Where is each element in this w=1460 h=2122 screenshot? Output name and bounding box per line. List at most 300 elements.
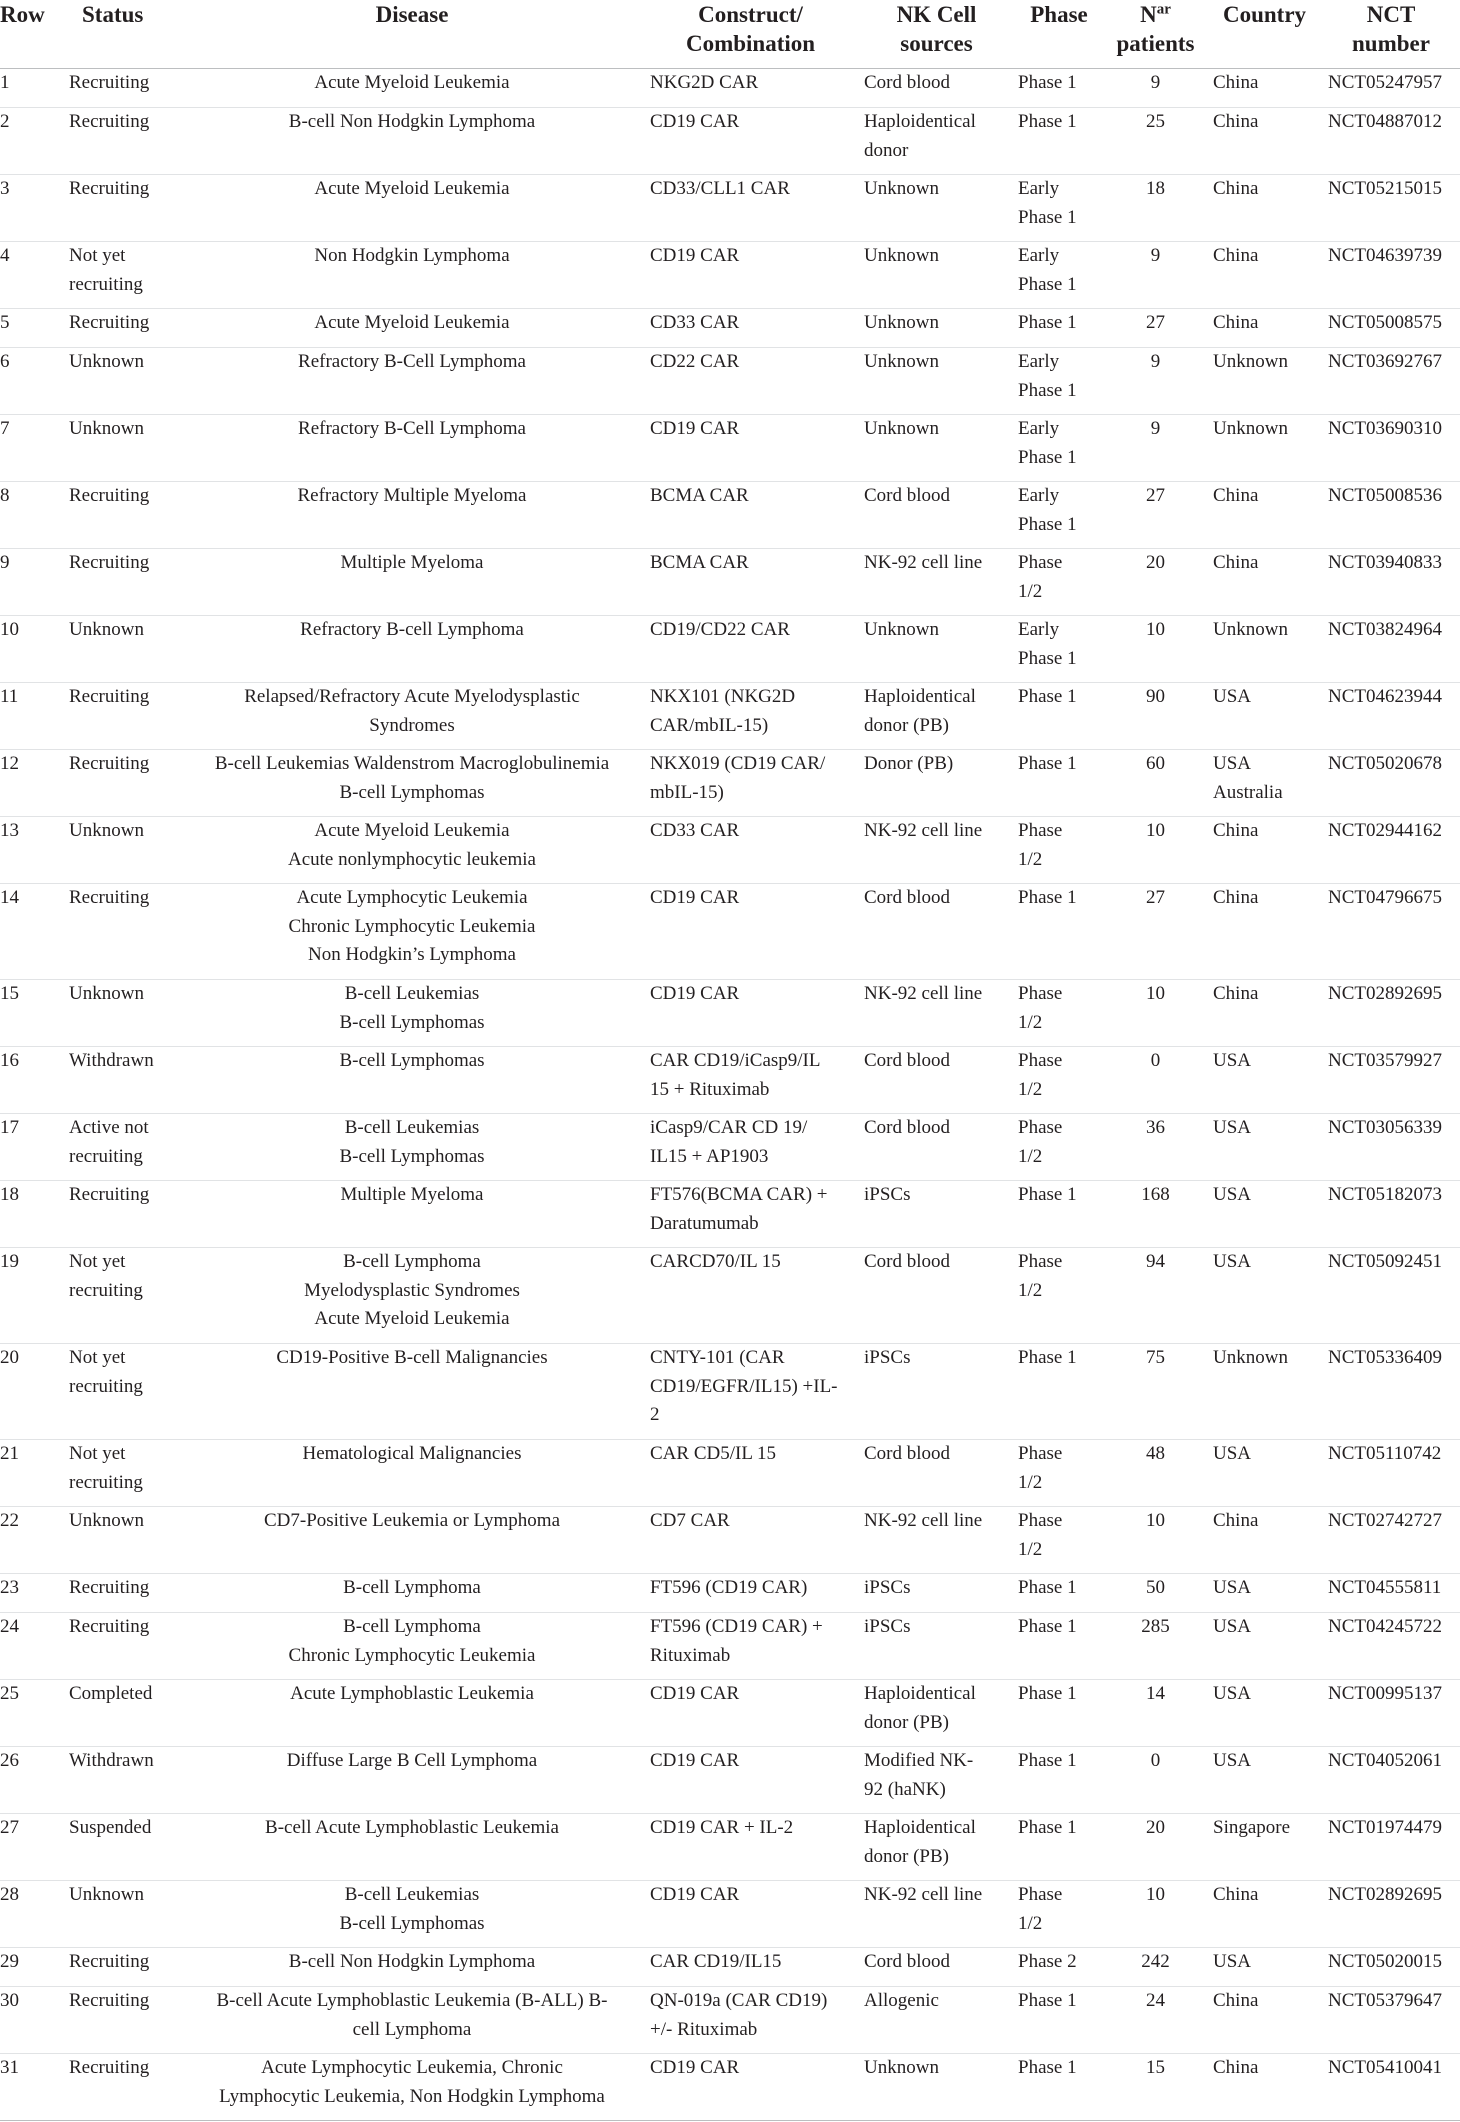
disease-cell: B-cell Acute Lymphoblastic Leukemia (B-ALL) B- cell Lymphoma <box>216 1990 608 2040</box>
nk-cell-source-cell: Cord blood <box>864 1251 951 1272</box>
nct-number-cell: NCT05336409 <box>1328 1347 1442 1368</box>
status-cell: Not yet recruiting <box>69 1347 143 1397</box>
phase-cell: Early Phase 1 <box>1018 619 1077 669</box>
row-number-cell: 26 <box>0 1750 19 1771</box>
row-number-cell: 19 <box>0 1251 19 1272</box>
header-nct-number: NCT number <box>1352 2 1430 56</box>
table-row <box>0 1344 1460 1440</box>
table-row <box>0 616 1460 683</box>
patients-count-cell: 18 <box>1146 178 1165 199</box>
country-cell: USA <box>1213 1951 1252 1972</box>
construct-cell: CD19/CD22 CAR <box>650 619 790 640</box>
construct-cell: CD19 CAR <box>650 245 740 266</box>
construct-cell: CD33 CAR <box>650 312 740 333</box>
country-cell: China <box>1213 245 1259 266</box>
patients-count-cell: 48 <box>1146 1443 1165 1464</box>
header-row-number: Row <box>0 2 45 27</box>
nct-number-cell: NCT05020015 <box>1328 1951 1442 1972</box>
nct-number-cell: NCT02892695 <box>1328 1884 1442 1905</box>
construct-cell: CD19 CAR <box>650 111 740 132</box>
patients-count-cell: 242 <box>1141 1951 1170 1972</box>
row-number-cell: 10 <box>0 619 19 640</box>
patients-count-cell: 60 <box>1146 753 1165 774</box>
construct-cell: CD33 CAR <box>650 820 740 841</box>
row-number-cell: 8 <box>0 485 10 506</box>
row-number-cell: 16 <box>0 1050 19 1071</box>
status-cell: Unknown <box>69 820 144 841</box>
status-cell: Withdrawn <box>69 1750 154 1771</box>
disease-cell: CD7-Positive Leukemia or Lymphoma <box>263 1510 561 1531</box>
status-cell: Recruiting <box>69 111 150 132</box>
nk-cell-source-cell: Unknown <box>864 418 939 439</box>
construct-cell: NKX101 (NKG2D CAR/mbIL-15) <box>650 686 796 736</box>
country-cell: USA <box>1213 1750 1252 1771</box>
row-number-cell: 18 <box>0 1184 19 1205</box>
nct-number-cell: NCT02944162 <box>1328 820 1442 841</box>
country-cell: USA <box>1213 1117 1252 1138</box>
phase-cell: Phase 1 <box>1018 2057 1077 2078</box>
disease-cell: Relapsed/Refractory Acute Myelodysplastic Syndromes <box>244 686 580 736</box>
nct-number-cell: NCT05020678 <box>1328 753 1442 774</box>
table-row <box>0 1814 1460 1881</box>
row-number-cell: 24 <box>0 1616 19 1637</box>
nct-number-cell: NCT03056339 <box>1328 1117 1442 1138</box>
phase-cell: Early Phase 1 <box>1018 351 1077 401</box>
phase-cell: Phase 1 <box>1018 1817 1077 1838</box>
table-row <box>0 750 1460 817</box>
construct-cell: CAR CD19/IL15 <box>650 1951 782 1972</box>
patients-count-cell: 168 <box>1141 1184 1170 1205</box>
country-cell: USA <box>1213 1616 1252 1637</box>
patients-count-cell: 0 <box>1150 1050 1161 1071</box>
phase-cell: Phase 2 <box>1018 1951 1077 1972</box>
disease-cell: Acute Myeloid Leukemia <box>314 178 510 199</box>
status-cell: Suspended <box>69 1817 152 1838</box>
table-row <box>0 1507 1460 1574</box>
table-row <box>0 108 1460 175</box>
nk-cell-source-cell: Haploidentical donor (PB) <box>864 686 976 736</box>
row-number-cell: 6 <box>0 351 10 372</box>
patients-count-cell: 15 <box>1146 2057 1165 2078</box>
construct-cell: CD19 CAR <box>650 1750 740 1771</box>
phase-cell: Phase 1 <box>1018 1184 1077 1205</box>
row-number-cell: 17 <box>0 1117 19 1138</box>
construct-cell: CD19 CAR <box>650 1884 740 1905</box>
row-number-cell: 9 <box>0 552 10 573</box>
phase-cell: Early Phase 1 <box>1018 418 1077 468</box>
status-cell: Unknown <box>69 619 144 640</box>
nct-number-cell: NCT04555811 <box>1328 1577 1442 1598</box>
status-cell: Recruiting <box>69 686 150 707</box>
nct-number-cell: NCT05410041 <box>1328 2057 1442 2078</box>
disease-cell: Acute Lymphocytic Leukemia, Chronic Lymphocytic Leukemia, Non Hodgkin Lymphoma <box>219 2057 605 2107</box>
patients-count-cell: 10 <box>1146 619 1165 640</box>
disease-cell: Refractory B-Cell Lymphoma <box>298 351 526 372</box>
phase-cell: Phase 1/2 <box>1018 1050 1063 1100</box>
header-phase: Phase <box>1030 2 1088 27</box>
header-n-patients <box>1104 0 1207 69</box>
status-cell: Unknown <box>69 351 144 372</box>
table-row <box>0 1881 1460 1948</box>
header-n-superscript: ar <box>1156 1 1171 18</box>
patients-count-cell: 9 <box>1150 351 1161 372</box>
table-row <box>0 683 1460 750</box>
table-row <box>0 1440 1460 1507</box>
phase-cell: Phase 1 <box>1018 753 1077 774</box>
table-row <box>0 1613 1460 1680</box>
nk-cell-source-cell: iPSCs <box>864 1184 911 1205</box>
patients-count-cell: 14 <box>1146 1683 1165 1704</box>
country-cell: China <box>1213 983 1259 1004</box>
disease-cell: Refractory B-Cell Lymphoma <box>298 418 526 439</box>
table-row <box>0 1948 1460 1987</box>
status-cell: Active not recruiting <box>69 1117 149 1167</box>
table-row <box>0 980 1460 1047</box>
patients-count-cell: 75 <box>1146 1347 1165 1368</box>
table-row <box>0 1680 1460 1747</box>
construct-cell: FT576(BCMA CAR) + Daratumumab <box>650 1184 828 1234</box>
status-cell: Recruiting <box>69 552 150 573</box>
nct-number-cell: NCT04887012 <box>1328 111 1442 132</box>
header-n-patients-label: patients <box>1116 31 1195 56</box>
disease-cell: B-cell Leukemias Waldenstrom Macroglobulinemia B-cell Lymphomas <box>214 753 610 803</box>
nct-number-cell: NCT02892695 <box>1328 983 1442 1004</box>
patients-count-cell: 9 <box>1150 72 1161 93</box>
nk-cell-source-cell: iPSCs <box>864 1577 911 1598</box>
row-number-cell: 14 <box>0 887 19 908</box>
disease-cell: B-cell Lymphoma Myelodysplastic Syndromes Acute Myeloid Leukemia <box>304 1251 520 1329</box>
patients-count-cell: 10 <box>1146 820 1165 841</box>
nct-number-cell: NCT04052061 <box>1328 1750 1442 1771</box>
disease-cell: Acute Lymphoblastic Leukemia <box>290 1683 534 1704</box>
construct-cell: CAR CD5/IL 15 <box>650 1443 776 1464</box>
phase-cell: Phase 1/2 <box>1018 1251 1063 1301</box>
nk-cell-source-cell: Haploidentical donor (PB) <box>864 1817 976 1867</box>
phase-cell: Phase 1 <box>1018 111 1077 132</box>
phase-cell: Phase 1/2 <box>1018 983 1063 1033</box>
phase-cell: Phase 1 <box>1018 1990 1077 2011</box>
table-row <box>0 415 1460 482</box>
country-cell: USA <box>1213 1443 1252 1464</box>
patients-count-cell: 25 <box>1146 111 1165 132</box>
status-cell: Unknown <box>69 1884 144 1905</box>
disease-cell: Multiple Myeloma <box>340 1184 484 1205</box>
construct-cell: NKX019 (CD19 CAR/ mbIL-15) <box>650 753 826 803</box>
patients-count-cell: 10 <box>1146 983 1165 1004</box>
header-nk-cell-sources: NK Cell sources <box>896 2 977 56</box>
row-number-cell: 22 <box>0 1510 19 1531</box>
patients-count-cell: 24 <box>1146 1990 1165 2011</box>
construct-cell: CD19 CAR <box>650 983 740 1004</box>
country-cell: Unknown <box>1213 619 1288 640</box>
country-cell: USA <box>1213 1050 1252 1071</box>
nct-number-cell: NCT03940833 <box>1328 552 1442 573</box>
country-cell: USA <box>1213 1251 1252 1272</box>
status-cell: Unknown <box>69 983 144 1004</box>
country-cell: Singapore <box>1213 1817 1291 1838</box>
nk-cell-source-cell: Unknown <box>864 245 939 266</box>
status-cell: Unknown <box>69 1510 144 1531</box>
nct-number-cell: NCT05379647 <box>1328 1990 1442 2011</box>
status-cell: Recruiting <box>69 178 150 199</box>
nk-cell-source-cell: NK-92 cell line <box>864 1510 983 1531</box>
phase-cell: Phase 1 <box>1018 72 1077 93</box>
header-construct: Construct/ Combination <box>685 2 816 56</box>
country-cell: China <box>1213 1884 1259 1905</box>
status-cell: Recruiting <box>69 1577 150 1598</box>
nk-cell-source-cell: NK-92 cell line <box>864 820 983 841</box>
status-cell: Recruiting <box>69 485 150 506</box>
country-cell: China <box>1213 887 1259 908</box>
phase-cell: Phase 1 <box>1018 1616 1077 1637</box>
nct-number-cell: NCT04796675 <box>1328 887 1442 908</box>
phase-cell: Early Phase 1 <box>1018 178 1077 228</box>
phase-cell: Phase 1/2 <box>1018 1443 1063 1493</box>
table-row <box>0 2054 1460 2121</box>
row-number-cell: 15 <box>0 983 19 1004</box>
nct-number-cell: NCT04639739 <box>1328 245 1442 266</box>
patients-count-cell: 94 <box>1146 1251 1165 1272</box>
status-cell: Recruiting <box>69 1616 150 1637</box>
construct-cell: BCMA CAR <box>650 552 749 573</box>
disease-cell: B-cell Lymphoma <box>343 1577 481 1598</box>
country-cell: USA Australia <box>1213 753 1283 803</box>
patients-count-cell: 36 <box>1146 1117 1165 1138</box>
row-number-cell: 27 <box>0 1817 19 1838</box>
status-cell: Not yet recruiting <box>69 1443 143 1493</box>
construct-cell: FT596 (CD19 CAR) <box>650 1577 808 1598</box>
country-cell: China <box>1213 485 1259 506</box>
status-cell: Not yet recruiting <box>69 1251 143 1301</box>
nk-cell-source-cell: Unknown <box>864 178 939 199</box>
construct-cell: CD19 CAR + IL-2 <box>650 1817 794 1838</box>
construct-cell: CD19 CAR <box>650 887 740 908</box>
phase-cell: Phase 1/2 <box>1018 1117 1063 1167</box>
disease-cell: B-cell Lymphoma Chronic Lymphocytic Leukemia <box>288 1616 536 1666</box>
status-cell: Recruiting <box>69 887 150 908</box>
phase-cell: Phase 1 <box>1018 1683 1077 1704</box>
country-cell: China <box>1213 312 1259 333</box>
nk-cell-source-cell: Cord blood <box>864 1443 951 1464</box>
nct-number-cell: NCT05215015 <box>1328 178 1442 199</box>
phase-cell: Phase 1 <box>1018 887 1077 908</box>
country-cell: China <box>1213 72 1259 93</box>
patients-count-cell: 10 <box>1146 1884 1165 1905</box>
construct-cell: CD19 CAR <box>650 2057 740 2078</box>
phase-cell: Early Phase 1 <box>1018 245 1077 295</box>
row-number-cell: 30 <box>0 1990 19 2011</box>
nct-number-cell: NCT03690310 <box>1328 418 1442 439</box>
nct-number-cell: NCT03824964 <box>1328 619 1442 640</box>
patients-count-cell: 27 <box>1146 485 1165 506</box>
phase-cell: Phase 1 <box>1018 686 1077 707</box>
country-cell: Unknown <box>1213 351 1288 372</box>
patients-count-cell: 0 <box>1150 1750 1161 1771</box>
phase-cell: Phase 1/2 <box>1018 1510 1063 1560</box>
patients-count-cell: 50 <box>1146 1577 1165 1598</box>
phase-cell: Phase 1 <box>1018 1347 1077 1368</box>
disease-cell: B-cell Leukemias B-cell Lymphomas <box>339 1884 485 1934</box>
header-status: Status <box>82 2 144 27</box>
status-cell: Recruiting <box>69 2057 150 2078</box>
nct-number-cell: NCT01974479 <box>1328 1817 1442 1838</box>
row-number-cell: 31 <box>0 2057 19 2078</box>
country-cell: China <box>1213 552 1259 573</box>
construct-cell: iCasp9/CAR CD 19/ IL15 + AP1903 <box>650 1117 808 1167</box>
header-row <box>0 0 1460 69</box>
patients-count-cell: 9 <box>1150 418 1161 439</box>
status-cell: Recruiting <box>69 1184 150 1205</box>
row-number-cell: 5 <box>0 312 10 333</box>
status-cell: Not yet recruiting <box>69 245 143 295</box>
nk-cell-source-cell: Donor (PB) <box>864 753 954 774</box>
nct-number-cell: NCT03579927 <box>1328 1050 1442 1071</box>
disease-cell: Refractory Multiple Myeloma <box>297 485 527 506</box>
row-number-cell: 7 <box>0 418 10 439</box>
disease-cell: B-cell Leukemias B-cell Lymphomas <box>339 983 485 1033</box>
patients-count-cell: 27 <box>1146 312 1165 333</box>
nk-cell-source-cell: Unknown <box>864 312 939 333</box>
disease-cell: B-cell Lymphomas <box>339 1050 485 1071</box>
table-row <box>0 1747 1460 1814</box>
row-number-cell: 3 <box>0 178 10 199</box>
table-row <box>0 175 1460 242</box>
construct-cell: CD19 CAR <box>650 418 740 439</box>
disease-cell: Acute Myeloid Leukemia <box>314 312 510 333</box>
nk-cell-source-cell: iPSCs <box>864 1347 911 1368</box>
disease-cell: B-cell Acute Lymphoblastic Leukemia <box>265 1817 559 1838</box>
row-number-cell: 4 <box>0 245 10 266</box>
patients-count-cell: 285 <box>1141 1616 1170 1637</box>
patients-count-cell: 90 <box>1146 686 1165 707</box>
row-number-cell: 1 <box>0 72 10 93</box>
table-row <box>0 348 1460 415</box>
nct-number-cell: NCT02742727 <box>1328 1510 1442 1531</box>
row-number-cell: 21 <box>0 1443 19 1464</box>
nk-cell-source-cell: Cord blood <box>864 1117 951 1138</box>
header-n-base: N <box>1140 2 1157 27</box>
table-body <box>0 69 1460 2121</box>
nk-cell-source-cell: Modified NK- 92 (haNK) <box>864 1750 974 1800</box>
nct-number-cell: NCT05008575 <box>1328 312 1442 333</box>
nk-cell-source-cell: NK-92 cell line <box>864 1884 983 1905</box>
patients-count-cell: 20 <box>1146 1817 1165 1838</box>
row-number-cell: 25 <box>0 1683 19 1704</box>
disease-cell: B-cell Leukemias B-cell Lymphomas <box>339 1117 485 1167</box>
phase-cell: Phase 1/2 <box>1018 820 1063 870</box>
country-cell: China <box>1213 1990 1259 2011</box>
construct-cell: CD19 CAR <box>650 1683 740 1704</box>
patients-count-cell: 10 <box>1146 1510 1165 1531</box>
status-cell: Withdrawn <box>69 1050 154 1071</box>
country-cell: USA <box>1213 1577 1252 1598</box>
nct-number-cell: NCT05110742 <box>1328 1443 1442 1464</box>
disease-cell: B-cell Non Hodgkin Lymphoma <box>288 1951 536 1972</box>
nk-cell-source-cell: Haploidentical donor (PB) <box>864 1683 976 1733</box>
phase-cell: Early Phase 1 <box>1018 485 1077 535</box>
nk-cell-source-cell: Cord blood <box>864 1951 951 1972</box>
country-cell: USA <box>1213 686 1252 707</box>
construct-cell: NKG2D CAR <box>650 72 759 93</box>
construct-cell: BCMA CAR <box>650 485 749 506</box>
table-row <box>0 1114 1460 1181</box>
row-number-cell: 12 <box>0 753 19 774</box>
status-cell: Completed <box>69 1683 153 1704</box>
nct-number-cell: NCT05008536 <box>1328 485 1442 506</box>
construct-cell: CD33/CLL1 CAR <box>650 178 790 199</box>
nct-number-cell: NCT00995137 <box>1328 1683 1442 1704</box>
country-cell: USA <box>1213 1184 1252 1205</box>
nk-cell-source-cell: Allogenic <box>864 1990 939 2011</box>
table-row <box>0 482 1460 549</box>
construct-cell: CARCD70/IL 15 <box>650 1251 781 1272</box>
patients-count-cell: 9 <box>1150 245 1161 266</box>
disease-cell: CD19-Positive B-cell Malignancies <box>276 1347 548 1368</box>
table-header <box>0 0 1460 69</box>
patients-count-cell: 27 <box>1146 887 1165 908</box>
disease-cell: Non Hodgkin Lymphoma <box>314 245 510 266</box>
disease-cell: Acute Lymphocytic Leukemia Chronic Lymphocytic Leukemia Non Hodgkin’s Lymphoma <box>288 887 536 965</box>
country-cell: China <box>1213 820 1259 841</box>
status-cell: Recruiting <box>69 1951 150 1972</box>
phase-cell: Phase 1/2 <box>1018 1884 1063 1934</box>
nk-cell-source-cell: Cord blood <box>864 887 951 908</box>
table-row <box>0 1574 1460 1613</box>
table-row <box>0 1248 1460 1344</box>
nk-cell-source-cell: Unknown <box>864 351 939 372</box>
row-number-cell: 13 <box>0 820 19 841</box>
nk-cell-source-cell: Cord blood <box>864 1050 951 1071</box>
table-row <box>0 69 1460 108</box>
disease-cell: Diffuse Large B Cell Lymphoma <box>286 1750 538 1771</box>
nct-number-cell: NCT05247957 <box>1328 72 1442 93</box>
country-cell: Unknown <box>1213 418 1288 439</box>
nct-number-cell: NCT04623944 <box>1328 686 1442 707</box>
country-cell: China <box>1213 178 1259 199</box>
row-number-cell: 11 <box>0 686 19 707</box>
nk-cell-source-cell: Haploidentical donor <box>864 111 976 161</box>
disease-cell: B-cell Non Hodgkin Lymphoma <box>288 111 536 132</box>
status-cell: Recruiting <box>69 1990 150 2011</box>
row-number-cell: 2 <box>0 111 10 132</box>
header-country: Country <box>1222 2 1307 27</box>
nk-cell-source-cell: Unknown <box>864 619 939 640</box>
phase-cell: Phase 1 <box>1018 312 1077 333</box>
construct-cell: QN-019a (CAR CD19) +/- Rituximab <box>650 1990 828 2040</box>
table-row <box>0 549 1460 616</box>
country-cell: China <box>1213 1510 1259 1531</box>
country-cell: USA <box>1213 1683 1252 1704</box>
country-cell: China <box>1213 2057 1259 2078</box>
row-number-cell: 28 <box>0 1884 19 1905</box>
nk-cell-source-cell: Cord blood <box>864 72 951 93</box>
disease-cell: Acute Myeloid Leukemia Acute nonlymphocytic leukemia <box>288 820 536 870</box>
nk-cell-source-cell: NK-92 cell line <box>864 552 983 573</box>
table-row <box>0 817 1460 884</box>
table-row <box>0 1047 1460 1114</box>
construct-cell: CD7 CAR <box>650 1510 730 1531</box>
row-number-cell: 29 <box>0 1951 19 1972</box>
disease-cell: Refractory B-cell Lymphoma <box>300 619 524 640</box>
phase-cell: Phase 1 <box>1018 1577 1077 1598</box>
status-cell: Recruiting <box>69 753 150 774</box>
country-cell: Unknown <box>1213 1347 1288 1368</box>
table-row <box>0 242 1460 309</box>
nct-number-cell: NCT04245722 <box>1328 1616 1442 1637</box>
row-number-cell: 23 <box>0 1577 19 1598</box>
nct-number-cell: NCT05182073 <box>1328 1184 1442 1205</box>
nk-cell-source-cell: Cord blood <box>864 485 951 506</box>
